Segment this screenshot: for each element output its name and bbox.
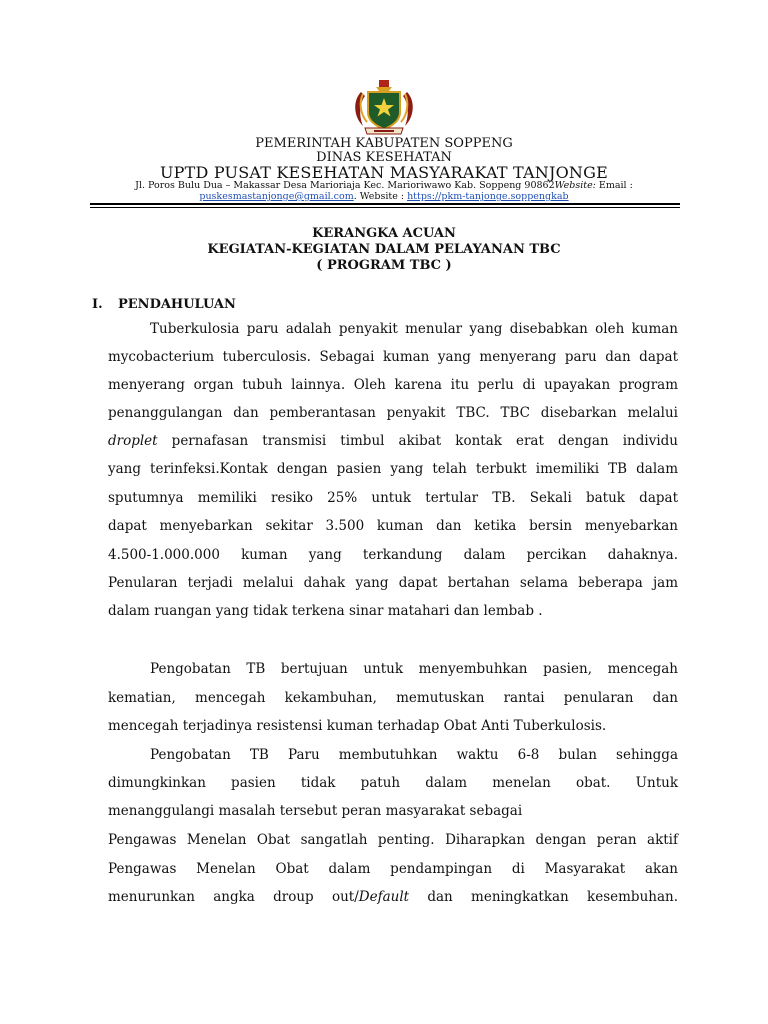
paragraph-line: Pengobatan TB Paru membutuhkan waktu 6-8 bulan sehingga [150,747,678,763]
header-divider-thin [90,207,680,208]
soppeng-regency-coat-of-arms-icon [349,78,419,136]
paragraph-line [108,432,678,450]
document-title: KERANGKA ACUAN [312,226,456,241]
paragraph-text: dan meningkatkan kesembuhan. [409,889,678,905]
paragraph-line: dalam ruangan yang tidak terkena sinar matahari dan lembab . [108,603,543,619]
document-subtitle: KEGIATAN-KEGIATAN DALAM PELAYANAN TBC [207,242,561,257]
paragraph-line: Pengobatan TB bertujuan untuk menyembuhkan pasien, mencegah [150,661,678,677]
paragraph-line: mycobacterium tuberculosis. Sebagai kuman yang menyerang paru dan dapat [108,349,678,365]
section-number: I. [92,297,103,312]
address-text: Jl. Poros Bulu Dua – Makassar Desa Marioriaja Kec. Marioriwawo Kab. Soppeng 90862 [135,180,555,191]
paragraph-line [108,888,678,906]
header-divider-thick [90,203,680,205]
paragraph-line: 4.500-1.000.000 kuman yang terkandung dalam percikan dahaknya. [108,547,678,563]
program-title: ( PROGRAM TBC ) [316,258,452,273]
paragraph-line: Tuberkulosia paru adalah penyakit menular yang disebabkan oleh kuman [150,321,678,337]
paragraph-line: dapat menyebarkan sekitar 3.500 kuman dan ketika bersin menyebarkan [108,518,678,534]
paragraph-line: mencegah terjadinya resistensi kuman terhadap Obat Anti Tuberkulosis. [108,718,607,734]
website-label-italic: Website: [554,180,596,191]
section-heading: PENDAHULUAN [118,297,236,312]
email-label: Email : [595,180,633,191]
paragraph-line: kematian, mencegah kekambuhan, memutuskan rantai penularan dan [108,690,678,706]
email-link[interactable]: puskesmastanjonge@gmail.com [199,191,354,202]
italic-term: droplet [108,433,158,449]
department-name: DINAS KESEHATAN [316,150,452,165]
website-link[interactable]: https://pkm-tanjonge.soppengkab [407,191,569,202]
paragraph-line: sputumnya memiliki resiko 25% untuk tertular TB. Sekali batuk dapat [108,490,678,506]
paragraph-line: menyerang organ tubuh lainnya. Oleh karena itu perlu di upayakan program [108,377,678,393]
paragraph-line: dimungkinkan pasien tidak patuh dalam menelan obat. Untuk [108,775,678,791]
paragraph-line: Penularan terjadi melalui dahak yang dapat bertahan selama beberapa jam [108,575,678,591]
website-label: . Website : [353,191,408,202]
paragraph-line: Pengawas Menelan Obat dalam pendampingan di Masyarakat akan [108,861,678,877]
address-line [60,180,708,191]
government-name: PEMERINTAH KABUPATEN SOPPENG [255,136,513,151]
paragraph-line: yang terinfeksi.Kontak dengan pasien yang telah terbukt imemiliki TB dalam [108,461,678,477]
italic-term: Default [358,889,410,905]
paragraph-text: menurunkan angka droup out/ [108,889,359,905]
institution-name: UPTD PUSAT KESEHATAN MASYARAKAT TANJONGE [159,163,608,182]
paragraph-text: pernafasan transmisi timbul akibat kontak erat dengan individu [157,433,678,449]
paragraph-line: menanggulangi masalah tersebut peran masyarakat sebagai [108,803,523,819]
paragraph-line: Pengawas Menelan Obat sangatlah penting. Diharapkan dengan peran aktif [108,832,678,848]
contact-line [60,191,708,202]
paragraph-line: penanggulangan dan pemberantasan penyakit TBC. TBC disebarkan melalui [108,405,678,421]
